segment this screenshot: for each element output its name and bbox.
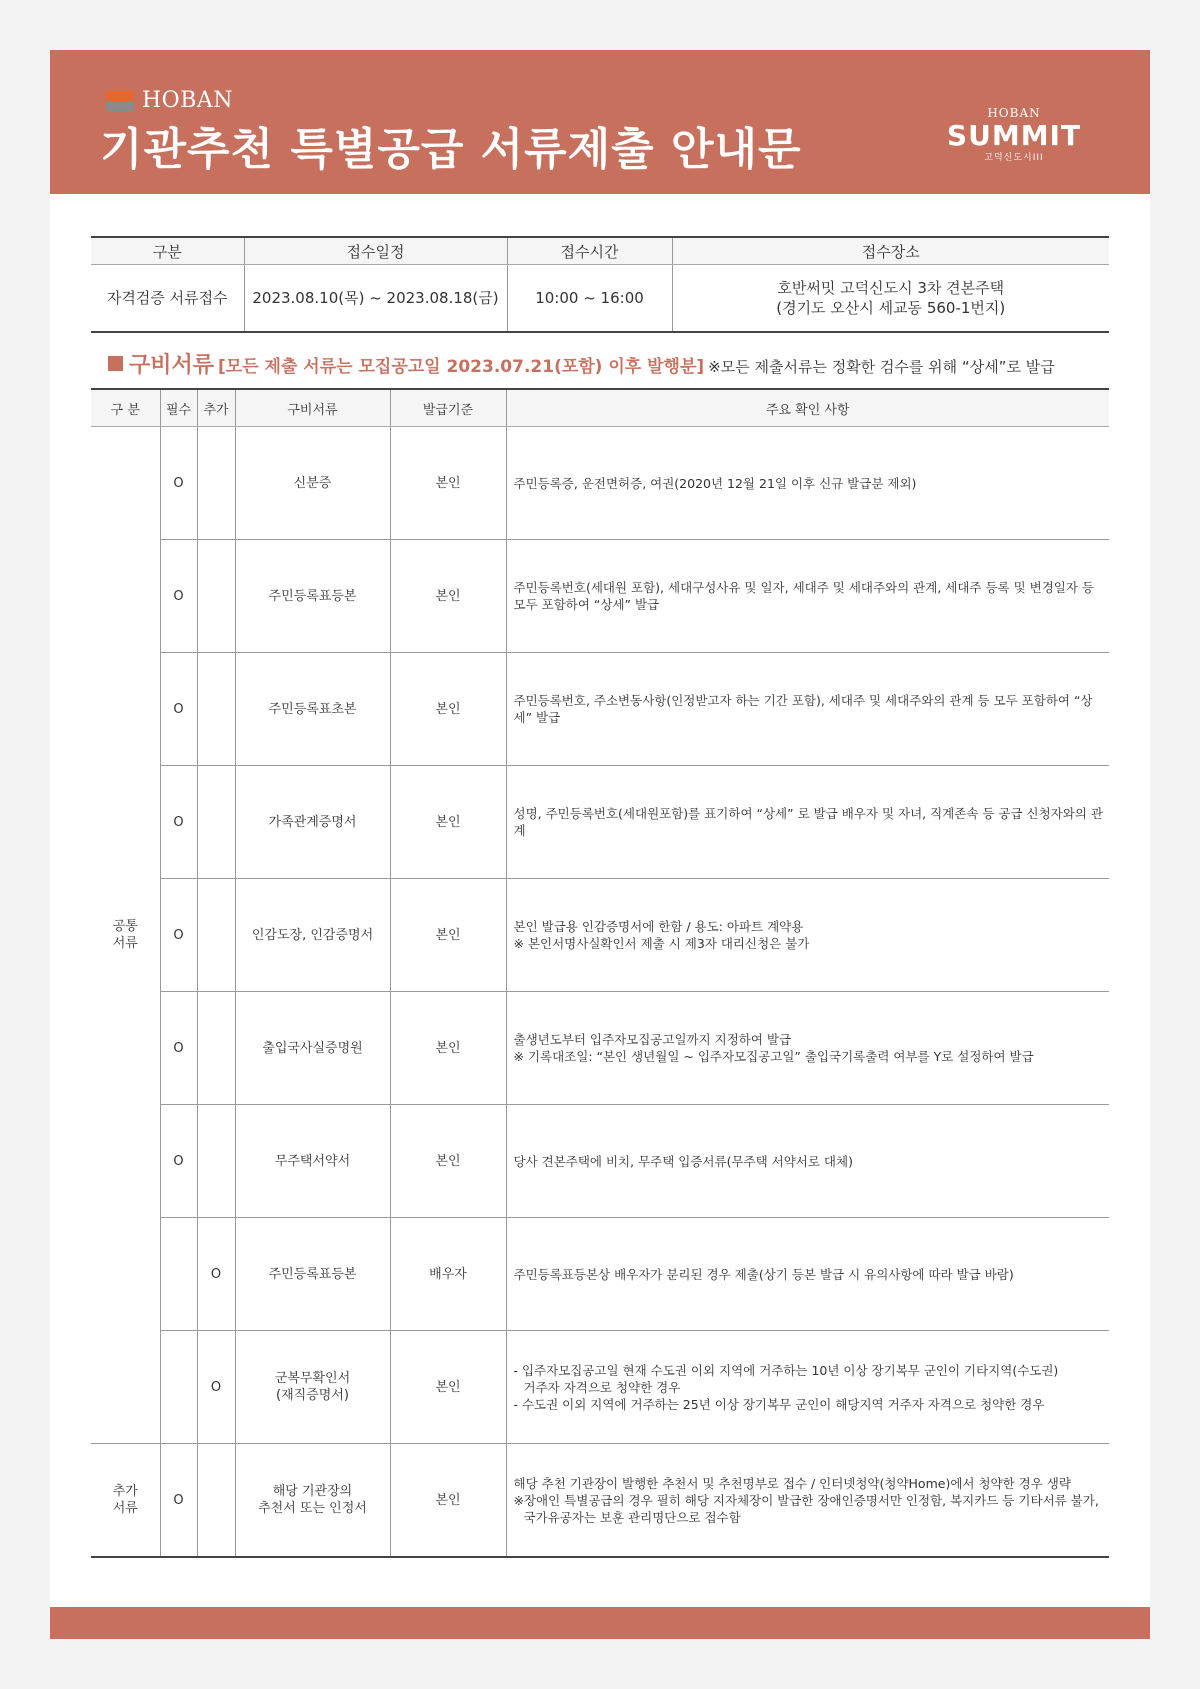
detail-line: 주민등록번호, 주소변동사항(인정받고자 하는 기간 포함), 세대주 및 세대주와의 관계 등 모두 포함하여 “상세” 발급 [513,693,1093,725]
document-name [235,766,390,879]
summit-logo-top: HOBAN [987,106,1041,120]
required-mark [160,1218,197,1331]
schedule-place-line1: 호반써밋 고덕신도시 3차 견본주택 [777,279,1005,297]
schedule-header-place: 접수장소 [672,237,1109,265]
document-name-line: 신분증 [293,475,332,491]
document-row [91,1218,1109,1331]
issue-basis: 본인 [390,992,506,1105]
issue-basis: 본인 [390,1444,506,1558]
summit-logo-sub: 고덕신도시III [984,153,1044,163]
issue-basis: 본인 [390,1331,506,1444]
summit-logo-main: SUMMIT [946,119,1082,152]
brand-name: HOBAN [142,88,234,113]
document-name [235,992,390,1105]
document-name [235,879,390,992]
detail-line: ※장애인 특별공급의 경우 필히 해당 지자체장이 발급한 장애인증명서만 인정함, 복지카드 등 기타서류 불가, [513,1492,1099,1508]
extra-mark [197,992,235,1105]
category-label-line: 추가 [112,1484,138,1499]
brand-logo [106,88,233,113]
document-name-line: 출입국사실증명원 [262,1040,363,1056]
detail-line: 주민등록표등본상 배우자가 분리된 경우 제출(상기 등본 발급 시 유의사항에 따라 발급 바람) [513,1266,1014,1282]
detail-line: 모두 포함하여 “상세” 발급 [513,597,660,612]
detail-line: 주민등록번호(세대원 포함), 세대구성사유 및 일자, 세대주 및 세대주와의 관계, 세대주 등록 및 변경일자 등 [513,580,1094,595]
document-row [91,1444,1109,1558]
required-mark: O [160,1105,197,1218]
detail-line: - 입주자모집공고일 현재 수도권 이외 지역에 거주하는 10년 이상 장기복무 군인이 기타지역(수도권) [513,1362,1059,1378]
summit-logo [944,106,1084,164]
issue-basis: 본인 [390,1105,506,1218]
detail-line: 당사 견본주택에 비치, 무주택 입증서류(무주택 서약서로 대체) [513,1153,853,1169]
document-name [235,540,390,653]
required-mark: O [160,992,197,1105]
category-common [91,427,160,1444]
required-mark: O [160,879,197,992]
document-row [91,653,1109,766]
document-row [91,540,1109,653]
document-details [506,1218,1109,1331]
required-mark: O [160,653,197,766]
category-label-line: 서류 [112,1501,138,1516]
detail-line: 성명, 주민등록번호(세대원포함)를 표기하여 “상세” 로 발급 배우자 및 자녀, 직계존속 등 공급 신청자와의 관계 [513,806,1103,838]
extra-mark [197,1105,235,1218]
document-title: 기관추천 특별공급 서류제출 안내문 [100,124,802,175]
square-bullet-icon [108,356,123,371]
detail-line: ※ 기록대조일: “본인 생년월일 ~ 입주자모집공고일” 출입국기록출력 여부를 Y로 설정하여 발급 [513,1049,1034,1064]
document-name [235,427,390,540]
extra-mark: O [197,1218,235,1331]
extra-mark: O [197,1331,235,1444]
docs-header-document: 구비서류 [235,389,390,427]
document-name [235,1331,390,1444]
schedule-header-date: 접수일정 [244,237,507,265]
detail-line: 본인 발급용 인감증명서에 한함 / 용도: 아파트 계약용 [513,919,804,934]
section-title: 구비서류 [129,353,215,378]
extra-mark [197,1444,235,1558]
document-name-line: 주민등록표등본 [268,588,357,604]
extra-mark [197,879,235,992]
schedule-header-type: 구분 [91,237,244,265]
document-details [506,992,1109,1105]
schedule-header-time: 접수시간 [507,237,672,265]
docs-header-required: 필수 [160,389,197,427]
extra-mark [197,427,235,540]
required-mark [160,1331,197,1444]
document-name-line: (재직증명서) [276,1388,349,1403]
document-row [91,1105,1109,1218]
issue-basis: 본인 [390,653,506,766]
document-name-line: 가족관계증명서 [268,814,357,830]
document-row [91,992,1109,1105]
docs-header-extra: 추가 [197,389,235,427]
issue-basis: 본인 [390,540,506,653]
schedule-table [91,236,1109,333]
hoban-mark-icon [106,91,134,111]
issue-basis: 본인 [390,766,506,879]
detail-line: 거주자 자격으로 청약한 경우 [523,1379,681,1395]
document-details [506,427,1109,540]
schedule-time: 10:00 ~ 16:00 [507,265,672,333]
extra-mark [197,653,235,766]
document-name [235,1444,390,1558]
document-row [91,1331,1109,1444]
document-name [235,653,390,766]
document-name [235,1105,390,1218]
document-name-line: 주민등록표초본 [268,701,357,717]
document-name [235,1218,390,1331]
document-row [91,766,1109,879]
extra-mark [197,540,235,653]
document-details [506,540,1109,653]
document-details [506,879,1109,992]
detail-line: ※ 본인서명사실확인서 제출 시 제3자 대리신청은 불가 [513,936,810,951]
detail-line: 주민등록증, 운전면허증, 여권(2020년 12월 21일 이후 신규 발급분 제외) [513,475,917,491]
document-row [91,879,1109,992]
document-name-line: 군복무확인서 [274,1371,351,1386]
schedule-place [672,265,1109,333]
detail-line: 국가유공자는 보훈 관리명단으로 접수함 [523,1509,741,1525]
document-name-line: 무주택서약서 [274,1153,351,1169]
document-details [506,1331,1109,1444]
required-mark: O [160,427,197,540]
document-name-line: 추천서 또는 인정서 [258,1501,367,1516]
section-bracket-note: [모든 제출 서류는 모집공고일 2023.07.21(포함) 이후 발행분] [218,357,705,377]
docs-header-details: 주요 확인 사항 [506,389,1109,427]
detail-line: 해당 추천 기관장이 발행한 추천서 및 추천명부로 접수 / 인터넷청약(청약Home)에서 청약한 경우 생략 [513,1475,1071,1491]
detail-line: - 수도권 이외 지역에 거주하는 25년 이상 장기복무 군인이 해당지역 거주자 자격으로 청약한 경우 [513,1396,1045,1412]
category-extra [91,1444,160,1558]
category-label-line: 서류 [112,936,138,951]
section-note: ※모든 제출서류는 정확한 검수를 위해 “상세”로 발급 [708,358,1055,376]
document-name-line: 주민등록표등본 [268,1266,357,1282]
document-row [91,427,1109,540]
required-mark: O [160,540,197,653]
document-details [506,1444,1109,1558]
document-details [506,766,1109,879]
schedule-date: 2023.08.10(목) ~ 2023.08.18(금) [244,265,507,333]
notice-sheet [50,50,1150,1639]
document-name-line: 해당 기관장의 [272,1484,353,1499]
document-name-line: 인감도장, 인감증명서 [251,927,374,943]
category-label-line: 공통 [112,919,138,934]
required-mark: O [160,1444,197,1558]
section-heading [108,352,1055,381]
schedule-type: 자격검증 서류접수 [106,289,228,307]
docs-header-category: 구 분 [91,389,160,427]
document-details [506,653,1109,766]
detail-line: 출생년도부터 입주자모집공고일까지 지정하여 발급 [513,1032,792,1047]
header-banner [50,50,1150,194]
issue-basis: 배우자 [390,1218,506,1331]
documents-table [91,388,1109,1558]
issue-basis: 본인 [390,427,506,540]
schedule-place-line2: (경기도 오산시 세교동 560-1번지) [776,299,1006,317]
extra-mark [197,766,235,879]
docs-header-basis: 발급기준 [390,389,506,427]
footer-bar [50,1607,1150,1639]
required-mark: O [160,766,197,879]
issue-basis: 본인 [390,879,506,992]
document-details [506,1105,1109,1218]
